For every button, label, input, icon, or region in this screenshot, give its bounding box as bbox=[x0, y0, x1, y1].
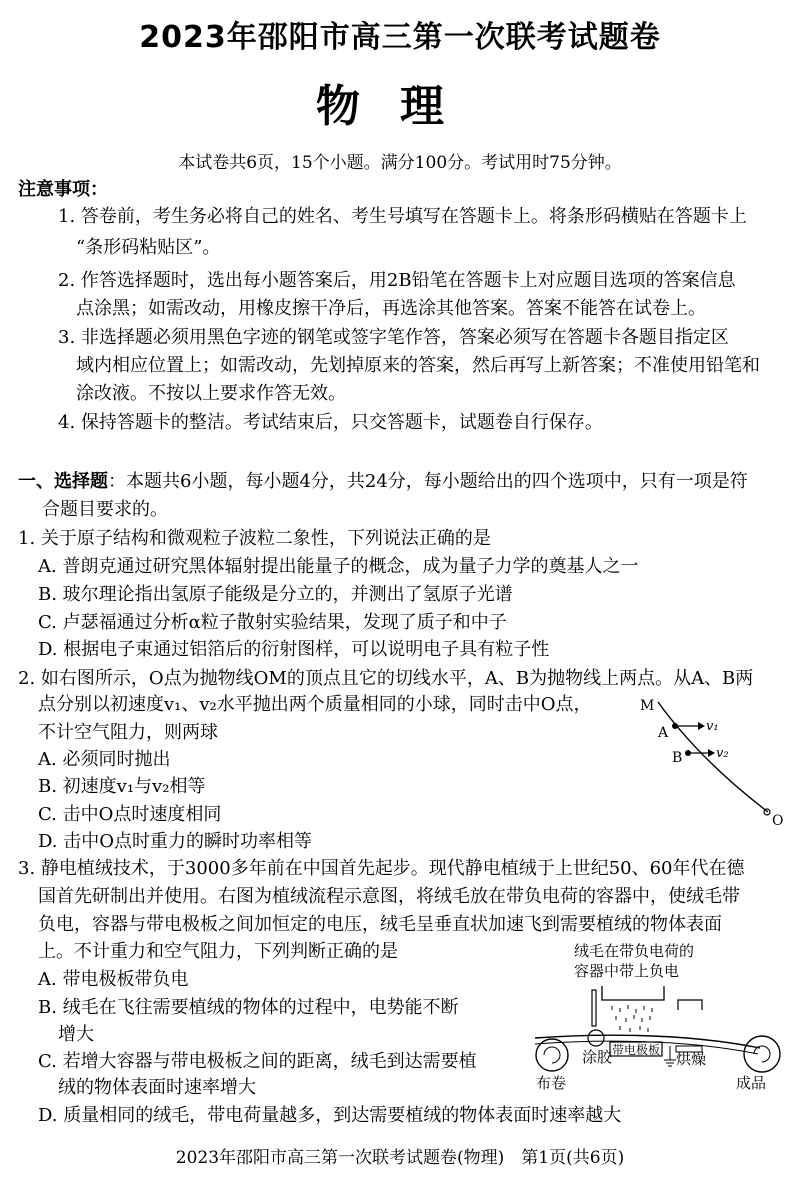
label-glue: 涂胶 bbox=[582, 1048, 613, 1066]
note-line: 3. 非选择题必须用黑色字迹的钢笔或签字笔作答，答案必须写在答题卡各题目指定区 bbox=[58, 327, 729, 348]
arrow-v1-head bbox=[698, 722, 705, 730]
container bbox=[602, 986, 664, 1000]
question-stem: 2. 如右图所示，O点为抛物线OM的顶点且它的切线水平，A、B为抛物线上两点。从A、B两 bbox=[18, 668, 754, 689]
note-line: 4. 保持答题卡的整洁。考试结束后，只交答题卡，试题卷自行保存。 bbox=[58, 412, 603, 433]
dryer-box bbox=[678, 1000, 702, 1010]
product-roll bbox=[744, 1036, 780, 1072]
question-stem: 3. 静电植绒技术，于3000多年前在中国首先起步。现代静电植绒于上世纪50、60年代在德 bbox=[18, 858, 745, 879]
note-line: 涂改液。不按以上要求作答无效。 bbox=[76, 383, 346, 404]
option: D. 击中O点时重力的瞬时功率相等 bbox=[38, 831, 312, 852]
cloth-roll bbox=[536, 1039, 568, 1071]
label-container-2: 容器中带上负电 bbox=[574, 962, 680, 980]
question-stem: 点分别以初速度v₁、v₂水平抛出两个质量相同的小球，同时击中O点， bbox=[38, 694, 592, 715]
note-line: 1. 答卷前，考生务必将自己的姓名、考生号填写在答题卡上。将条形码横贴在答题卡上 bbox=[58, 206, 747, 227]
cloth-roll-arrow bbox=[544, 1047, 560, 1063]
option: B. 初速度v₁与v₂相等 bbox=[38, 776, 206, 797]
question-stem: 上。不计重力和空气阻力，下列判断正确的是 bbox=[38, 941, 398, 962]
option: D. 质量相同的绒毛，带电荷量越多，到达需要植绒的物体表面时速率越大 bbox=[38, 1105, 622, 1126]
label-container-1: 绒毛在带负电荷的 bbox=[574, 942, 695, 960]
label-o: O bbox=[772, 813, 784, 829]
option: A. 带电极板带负电 bbox=[38, 969, 189, 990]
label-plate: 带电极板 bbox=[612, 1043, 661, 1057]
note-line: “条形码粘贴区”。 bbox=[76, 237, 221, 258]
label-b: B bbox=[672, 750, 683, 766]
note-line: 点涂黑；如需改动，用橡皮擦干净后，再选涂其他答案。答案不能答在试卷上。 bbox=[76, 298, 706, 319]
label-roll: 布卷 bbox=[536, 1074, 567, 1092]
label-m: M bbox=[640, 698, 655, 714]
exam-title: 2023年邵阳市高三第一次联考试题卷 bbox=[139, 20, 661, 55]
question-stem: 不计空气阻力，则两球 bbox=[38, 722, 218, 743]
note-line: 2. 作答选择题时，选出每小题答案后，用2B铅笔在答题卡上对应题目选项的答案信息 bbox=[58, 270, 736, 291]
arrow-v2-head bbox=[708, 749, 715, 757]
page-footer: 2023年邵阳市高三第一次联考试题卷(物理) 第1页(共6页) bbox=[175, 1148, 625, 1168]
option: 绒的物体表面时速率增大 bbox=[58, 1077, 256, 1098]
label-a: A bbox=[658, 725, 669, 741]
option: 增大 bbox=[58, 1024, 94, 1045]
section-desc-2: 合题目要求的。 bbox=[42, 499, 168, 520]
option: C. 卢瑟福通过分析α粒子散射实验结果，发现了质子和中子 bbox=[38, 612, 507, 633]
option: C. 若增大容器与带电极板之间的距离，绒毛到达需要植 bbox=[38, 1051, 477, 1072]
subject-title: 物理 bbox=[316, 81, 484, 132]
label-v2: v₂ bbox=[716, 746, 729, 761]
option: A. 普朗克通过研究黑体辐射提出能量子的概念，成为量子力学的奠基人之一 bbox=[38, 556, 639, 577]
label-product: 成品 bbox=[736, 1074, 767, 1092]
option: A. 必须同时抛出 bbox=[38, 749, 171, 770]
label-dry: 烘燥 bbox=[676, 1050, 707, 1068]
option: B. 玻尔理论指出氢原子能级是分立的，并测出了氢原子光谱 bbox=[38, 584, 513, 605]
glue-applicator bbox=[592, 990, 596, 1026]
note-line: 域内相应位置上；如需改动，先划掉原来的答案，然后再写上新答案；不准使用铅笔和 bbox=[76, 355, 760, 376]
flying-fibers bbox=[612, 1005, 652, 1032]
question-stem: 1. 关于原子结构和微观粒子波粒二象性，下列说法正确的是 bbox=[18, 528, 491, 549]
section-title: 一、选择题 bbox=[18, 471, 108, 492]
option: B. 绒毛在飞往需要植绒的物体的过程中，电势能不断 bbox=[38, 997, 459, 1018]
question-stem: 国首先研制出并使用。右图为植绒流程示意图，将绒毛放在带负电荷的容器中，使绒毛带 bbox=[38, 886, 740, 907]
parabola-figure bbox=[630, 690, 790, 830]
glue-roller bbox=[588, 1030, 604, 1046]
section-header bbox=[18, 470, 748, 494]
option: C. 击中O点时速度相同 bbox=[38, 804, 222, 825]
flocking-figure bbox=[530, 938, 792, 1098]
option: D. 根据电子束通过铝箔后的衍射图样，可以说明电子具有粒子性 bbox=[38, 639, 550, 660]
notes-heading: 注意事项： bbox=[18, 179, 108, 200]
section-desc: ：本题共6小题，每小题4分，共24分，每小题给出的四个选项中，只有一项是符 bbox=[108, 471, 748, 492]
label-v1: v₁ bbox=[706, 719, 719, 734]
question-stem: 负电，容器与带电极板之间加恒定的电压，绒毛呈垂直状加速飞到需要植绒的物体表面 bbox=[38, 914, 722, 935]
exam-intro: 本试卷共6页，15个小题。满分100分。考试用时75分钟。 bbox=[178, 153, 622, 173]
